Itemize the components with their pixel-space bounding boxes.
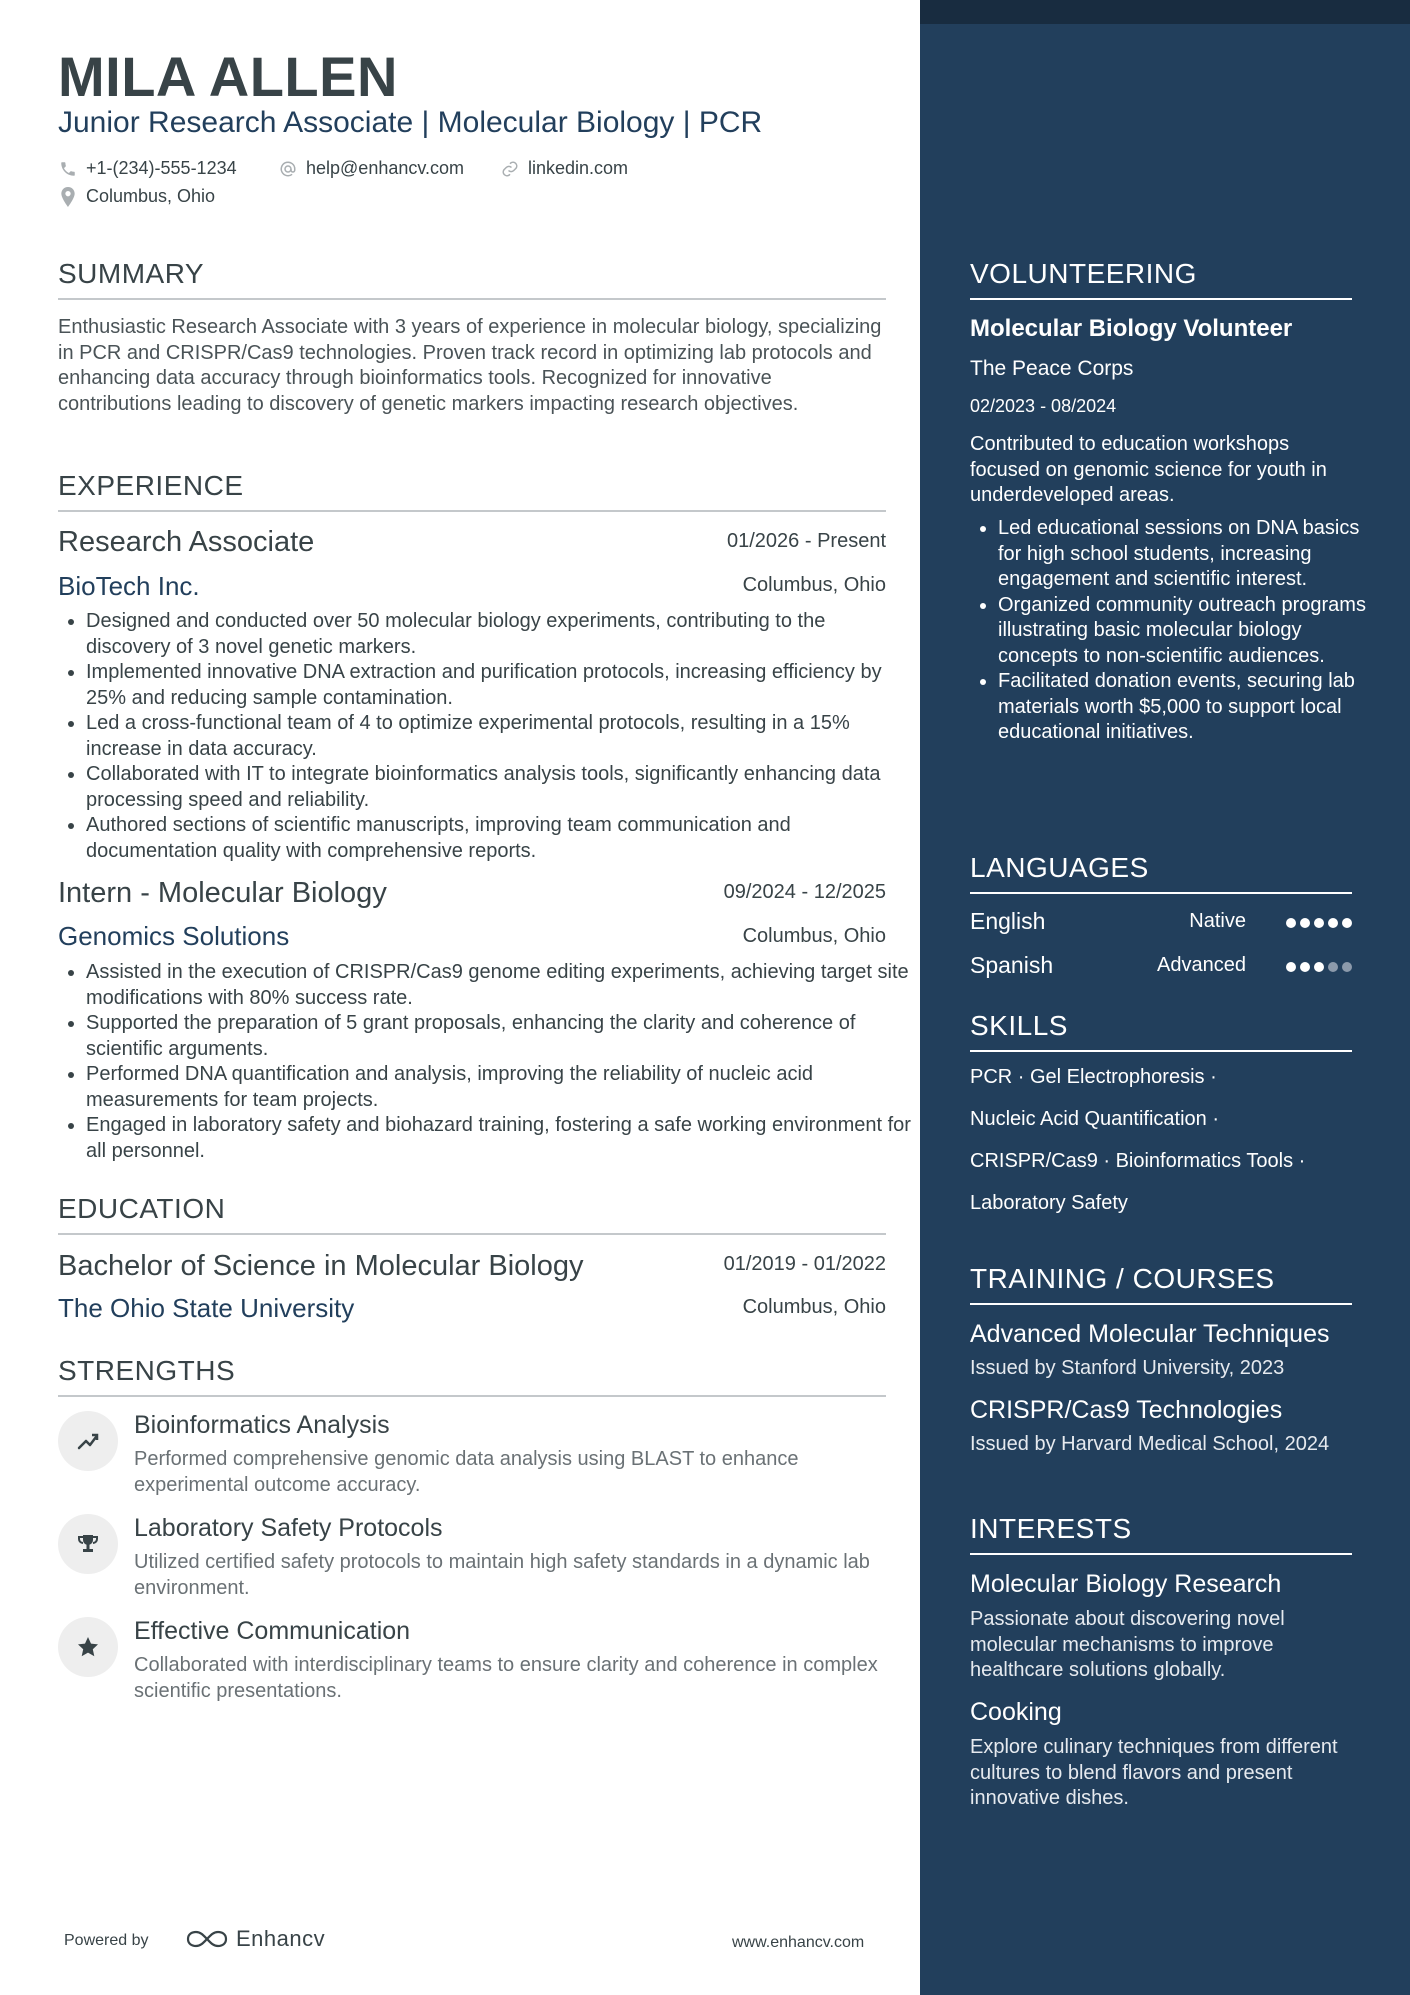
skills-line: Nucleic Acid Quantification · xyxy=(970,1108,1220,1130)
strength-desc: Performed comprehensive genomic data analysis using BLAST to enhance experimental outcome accuracy. xyxy=(134,1448,799,1496)
summary-section-title: SUMMARY xyxy=(58,258,886,300)
star-icon xyxy=(58,1617,118,1677)
job-bullet: • Designed and conducted over 50 molecular biology experiments, contributing to the discovery of 3 novel genetic markers. xyxy=(86,609,914,660)
volunteer-org: The Peace Corps xyxy=(970,357,1134,380)
job-location: Columbus, Ohio xyxy=(742,574,886,596)
volunteer-dates: 02/2023 - 08/2024 xyxy=(970,396,1117,416)
rating-dot-filled xyxy=(1286,918,1296,928)
job-role: Research Associate xyxy=(58,526,315,558)
rating-dot-filled xyxy=(1300,962,1310,972)
interests-section-title: INTERESTS xyxy=(970,1513,1352,1555)
rating-dot-empty xyxy=(1328,962,1338,972)
strength-title: Laboratory Safety Protocols xyxy=(134,1514,443,1542)
language-level: Advanced xyxy=(1157,954,1246,976)
volunteer-bullet: • Organized community outreach programs illustrating basic molecular biology concepts to non-scientific audiences. xyxy=(998,593,1380,670)
education-school: The Ohio State University xyxy=(58,1293,355,1323)
rating-dot-empty xyxy=(1342,962,1352,972)
enhancv-brand: Enhancv xyxy=(236,1926,326,1951)
rating-dot-filled xyxy=(1328,918,1338,928)
strength-desc: Utilized certified safety protocols to maintain high safety standards in a dynamic lab environment. xyxy=(134,1551,870,1599)
contact-location xyxy=(58,186,215,207)
language-rating xyxy=(1286,918,1352,928)
language-rating xyxy=(1286,962,1352,972)
skills-line: CRISPR/Cas9 · Bioinformatics Tools · xyxy=(970,1150,1306,1172)
language-name: English xyxy=(970,908,1046,934)
strength-desc: Collaborated with interdisciplinary teams to ensure clarity and coherence in complex scientific presentations. xyxy=(134,1654,878,1702)
rating-dot-filled xyxy=(1314,962,1324,972)
education-degree: Bachelor of Science in Molecular Biology xyxy=(58,1250,584,1282)
job-bullet: • Authored sections of scientific manuscripts, improving team communication and documentation quality with comprehensive reports. xyxy=(86,813,914,864)
job-company: BioTech Inc. xyxy=(58,571,200,601)
job-bullet: • Collaborated with IT to integrate bioinformatics analysis tools, significantly enhancing data processing speed and reliability. xyxy=(86,762,914,813)
job-bullet: • Implemented innovative DNA extraction and purification protocols, increasing efficiency by 25% and reducing sample contamination. xyxy=(86,660,914,711)
job-bullet: • Engaged in laboratory safety and biohazard training, fostering a safe working environment for all personnel. xyxy=(86,1113,914,1164)
sidebar-top-band xyxy=(920,0,1410,24)
contact-linkedin[interactable] xyxy=(500,158,628,179)
course-issuer: Issued by Stanford University, 2023 xyxy=(970,1357,1285,1379)
job-bullet: • Led a cross-functional team of 4 to optimize experimental protocols, resulting in a 15% increase in data accuracy. xyxy=(86,711,914,762)
phone-icon xyxy=(58,159,78,179)
job-company: Genomics Solutions xyxy=(58,921,290,951)
strengths-section-title: STRENGTHS xyxy=(58,1355,886,1397)
interest-desc: Passionate about discovering novel molecular mechanisms to improve healthcare solutions globally. xyxy=(970,1608,1285,1681)
language-name: Spanish xyxy=(970,952,1054,978)
rating-dot-filled xyxy=(1286,962,1296,972)
contact-email[interactable] xyxy=(278,158,464,179)
interest-title: Cooking xyxy=(970,1698,1062,1726)
link-icon xyxy=(500,159,520,179)
at-icon xyxy=(278,159,298,179)
course-issuer: Issued by Harvard Medical School, 2024 xyxy=(970,1433,1330,1455)
experience-section-title: EXPERIENCE xyxy=(58,470,886,512)
volunteer-bullet: • Facilitated donation events, securing lab materials worth $5,000 to support local educational initiatives. xyxy=(998,669,1380,746)
skills-section-title: SKILLS xyxy=(970,1010,1352,1052)
enhancv-logo-icon xyxy=(184,1927,230,1951)
strength-title: Effective Communication xyxy=(134,1617,411,1645)
education-section-title: EDUCATION xyxy=(58,1193,886,1235)
volunteering-section-title: VOLUNTEERING xyxy=(970,258,1352,300)
education-location: Columbus, Ohio xyxy=(742,1296,886,1318)
language-level: Native xyxy=(1189,910,1246,932)
language-row xyxy=(970,908,1352,938)
phone-text: +1-(234)-555-1234 xyxy=(86,158,237,178)
volunteer-role: Molecular Biology Volunteer xyxy=(970,315,1293,342)
summary-text: Enthusiastic Research Associate with 3 years of experience in molecular biology, specializing in PCR and CRISPR/Cas9 technologies. Proven track record in optimizing lab protocols and enhancing data accuracy through bioinformatics tools. Recognized for innovative contributions leading to discovery of genetic markers impacting research objectives. xyxy=(58,316,882,415)
email-text: help@enhancv.com xyxy=(306,158,465,178)
headline: Junior Research Associate | Molecular Biology | PCR xyxy=(58,106,763,139)
footer-url[interactable]: www.enhancv.com xyxy=(732,1934,865,1951)
training-section-title: TRAINING / COURSES xyxy=(970,1263,1352,1305)
rating-dot-filled xyxy=(1342,918,1352,928)
skills-line: Laboratory Safety xyxy=(970,1192,1128,1214)
enhancv-logo[interactable] xyxy=(184,1926,325,1952)
job-location: Columbus, Ohio xyxy=(742,925,886,947)
chart-icon xyxy=(58,1411,118,1471)
job-bullet: • Supported the preparation of 5 grant proposals, enhancing the clarity and coherence of scientific arguments. xyxy=(86,1011,914,1062)
contact-phone[interactable] xyxy=(58,158,237,179)
candidate-name: MILA ALLEN xyxy=(58,45,398,108)
job-dates: 01/2026 - Present xyxy=(727,530,886,552)
rating-dot-filled xyxy=(1314,918,1324,928)
course-title: CRISPR/Cas9 Technologies xyxy=(970,1396,1283,1424)
powered-by-label: Powered by xyxy=(64,1932,149,1949)
volunteer-bullet: • Led educational sessions on DNA basics for high school students, increasing engagement and scientific interest. xyxy=(998,516,1380,593)
interest-desc: Explore culinary techniques from different cultures to blend flavors and present innovative dishes. xyxy=(970,1736,1338,1809)
languages-section-title: LANGUAGES xyxy=(970,852,1352,894)
interest-title: Molecular Biology Research xyxy=(970,1570,1282,1598)
volunteer-bullets xyxy=(970,516,1380,746)
job-bullets xyxy=(58,960,914,1164)
skills-line: PCR · Gel Electrophoresis · xyxy=(970,1066,1217,1088)
course-title: Advanced Molecular Techniques xyxy=(970,1320,1330,1348)
location-text: Columbus, Ohio xyxy=(86,186,216,206)
strength-title: Bioinformatics Analysis xyxy=(134,1411,390,1439)
rating-dot-filled xyxy=(1300,918,1310,928)
trophy-icon xyxy=(58,1514,118,1574)
location-pin-icon xyxy=(58,187,78,207)
linkedin-text: linkedin.com xyxy=(528,158,629,178)
volunteer-desc: Contributed to education workshops focused on genomic science for youth in underdeveloped areas. xyxy=(970,433,1327,506)
job-dates: 09/2024 - 12/2025 xyxy=(723,881,886,903)
job-role: Intern - Molecular Biology xyxy=(58,877,387,909)
job-bullet: • Assisted in the execution of CRISPR/Cas9 genome editing experiments, achieving target site modifications with 80% success rate. xyxy=(86,960,914,1011)
language-row xyxy=(970,952,1352,982)
job-bullet: • Performed DNA quantification and analysis, improving the reliability of nucleic acid measurements for team projects. xyxy=(86,1062,914,1113)
education-dates: 01/2019 - 01/2022 xyxy=(723,1253,886,1275)
job-bullets xyxy=(58,609,914,864)
